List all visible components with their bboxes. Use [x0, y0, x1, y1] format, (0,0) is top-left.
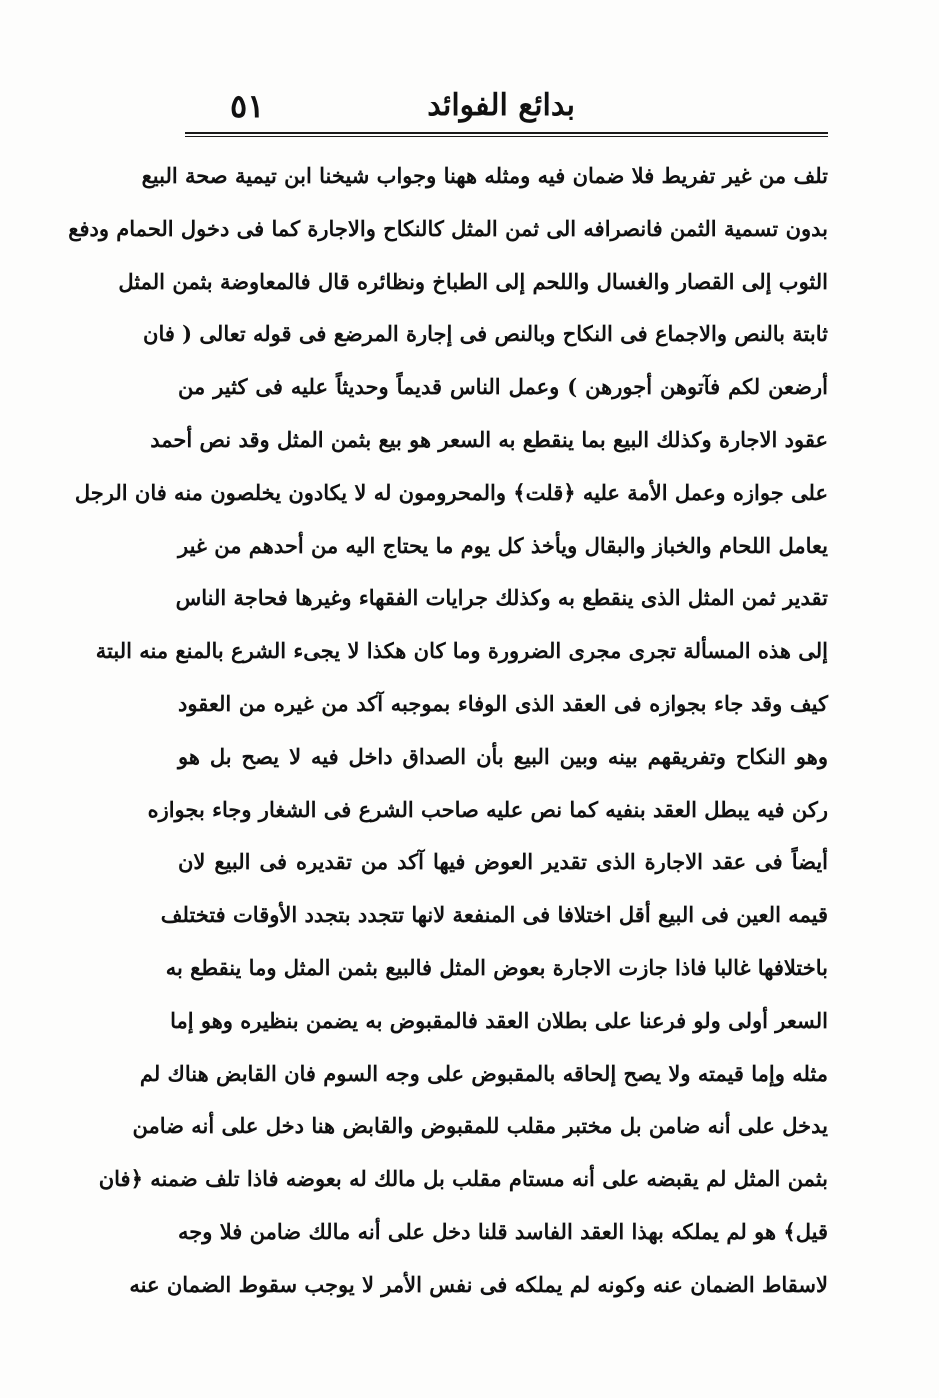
text-line: باختلافها غالبا فاذا جازت الاجارة بعوض المثل فالبيع بثمن المثل وما ينقطع به	[165, 954, 828, 980]
text-line: السعر أولى ولو فرعنا على بطلان العقد فالمقبوض به يضمن بنظيره وهو إما	[170, 1007, 828, 1033]
body-text	[68, 150, 828, 1312]
book-title: بدائع الفوائد	[427, 88, 575, 123]
text-line: تلف من غير تفريط فلا ضمان فيه ومثله ههنا وجواب شيخنا ابن تيمية صحة البيع	[141, 163, 828, 188]
text-line: أيضاً فى عقد الاجارة الذى تقدير العوض فيها آكد من تقديره فى البيع لان	[178, 849, 828, 875]
text-line: بثمن المثل لم يقبضه على أنه مستام مقلب بل مالك له بعوضه فاذا تلف ضمنه ﴿فان	[98, 1166, 828, 1192]
text-line: أرضعن لكم فآتوهن أجورهن ) وعمل الناس قديماً وحديثاً عليه فى كثير من	[178, 374, 828, 400]
page-number: ٥١	[230, 87, 265, 125]
text-line: عقود الاجارة وكذلك البيع بما ينقطع به السعر هو بيع بثمن المثل وقد نص أحمد	[150, 426, 828, 452]
text-line: بدون تسمية الثمن فانصرافه الى ثمن المثل كالنكاح والاجارة كما فى دخول الحمام ودفع	[68, 215, 828, 241]
text-line: وهو النكاح وتفريقهم بينه وبين البيع بأن الصداق داخل فيه لا يصح بل هو	[178, 743, 828, 769]
text-line: يدخل على أنه ضامن بل مختبر مقلب للمقبوض والقابض هنا دخل على أنه ضامن	[132, 1113, 828, 1139]
text-line: لاسقاط الضمان عنه وكونه لم يملكه فى نفس الأمر لا يوجب سقوط الضمان عنه	[129, 1271, 828, 1297]
text-line: قيل﴾ هو لم يملكه بهذا العقد الفاسد قلنا دخل على أنه مالك ضامن فلا وجه	[178, 1218, 828, 1244]
running-header	[185, 82, 825, 130]
text-line: الثوب إلى القصار والغسال واللحم إلى الطباخ ونظائره قال فالمعاوضة بثمن المثل	[118, 268, 828, 294]
text-line: إلى هذه المسألة تجرى مجرى الضرورة وما كان هكذا لا يجىء الشرع بالمنع منه البتة	[95, 638, 828, 664]
text-line: على جوازه وعمل الأمة عليه ﴿قلت﴾ والمحرومون له لا يكادون يخلصون منه فان الرجل	[74, 479, 828, 505]
text-line: قيمه العين فى البيع أقل اختلافا فى المنفعة لانها تتجدد بتجدد الأوقات فتختلف	[160, 902, 828, 928]
text-line: مثله وإما قيمته ولا يصح إلحاقه بالمقبوض على وجه السوم فان القابض هناك لم	[139, 1060, 828, 1086]
text-line: ركن فيه يبطل العقد بنفيه كما نص عليه صاحب الشرع فى الشغار وجاء بجوازه	[147, 796, 828, 822]
header-divider	[185, 132, 828, 137]
text-line: كيف وقد جاء بجوازه فى العقد الذى الوفاء بموجبه آكد من غيره من العقود	[178, 690, 828, 716]
text-line: تقدير ثمن المثل الذى ينقطع به وكذلك جرايات الفقهاء وغيرها فحاجة الناس	[175, 585, 828, 611]
text-line: ثابتة بالنص والاجماع فى النكاح وبالنص فى إجارة المرضع فى قوله تعالى ( فان	[143, 321, 828, 347]
text-line: يعامل اللحام والخباز والبقال ويأخذ كل يوم ما يحتاج اليه من أحدهم من غير	[178, 532, 828, 558]
